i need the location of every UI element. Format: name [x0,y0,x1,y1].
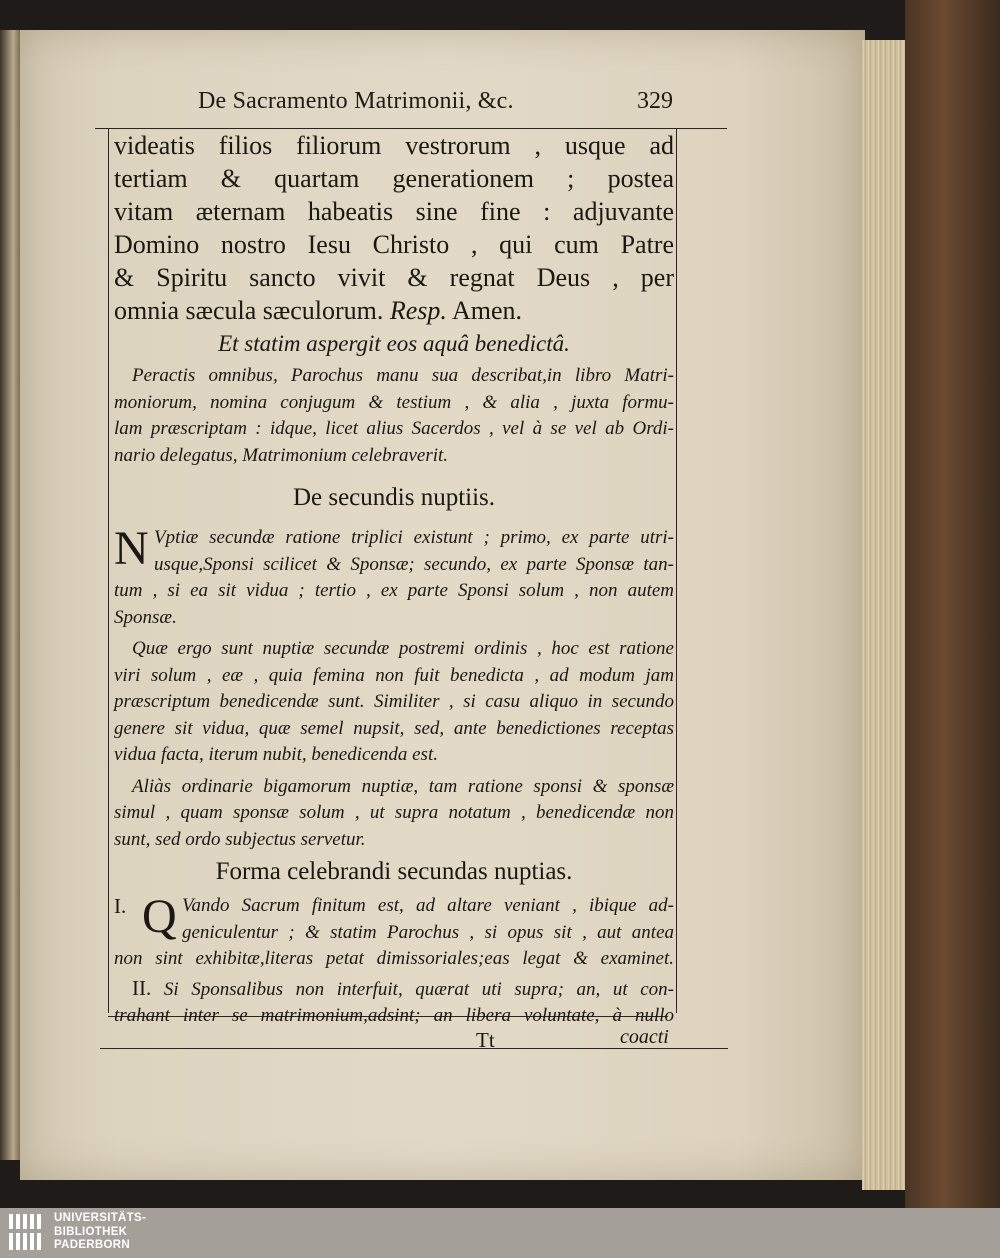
prayer-end: omnia sæcula sæculorum. [114,296,384,325]
numeral-one: I. [114,894,127,918]
rubric-aspergit: Et statim aspergit eos aquâ benedictâ. [218,331,570,356]
prayer-line: Domino nostro Iesu Christo , qui cum Patre [114,230,674,259]
running-title: De Sacramento Matrimonii, &c. [198,88,514,114]
para-one [114,890,674,973]
dropcap-q: Q [142,890,177,943]
para-line: genere sit vidua, quæ semel nupsit, sed, ante benedictiones receptas [114,717,674,739]
catchword: coacti [620,1026,669,1048]
para-quae [114,636,674,769]
numeral-two: II. [132,975,152,1000]
logo-line: BIBLIOTHEK [54,1225,128,1238]
rubric-line: nario delegatus, Matrimonium celebraverit. [114,444,449,466]
para-two-text: Si Sponsalibus non interfuit, quærat uti supra; an, ut con- [163,978,675,1000]
library-logo-text[interactable] [54,1212,146,1253]
para-line: Aliàs ordinarie bigamorum nuptiæ, tam ratione sponsi & sponsæ [132,775,674,797]
rubric-line: moniorum, nomina conjugum & testium , & alia , juxta formu- [114,391,674,413]
rubric-line: Peractis omnibus, Parochus manu sua describat,in libro Matri- [132,365,674,386]
heading-forma: Forma celebrandi secundas nuptias. [215,858,573,885]
dropcap-n: N [114,522,149,575]
facing-page-edge [0,30,22,1160]
para-two [114,975,674,1030]
prayer-line-last [114,294,674,327]
prayer-block [114,129,674,327]
para-line: viri solum , eæ , quia femina non fuit benedicta , ad modum jam [114,664,674,686]
page-text [114,129,674,1030]
page-header [95,88,727,129]
prayer-line: tertiam & quartam generationem ; postea [114,164,674,193]
para-line: tum , si ea sit vidua ; tertio , ex parte Sponsi solum , non autem [114,580,674,601]
prayer-line: & Spiritu sancto vivit & regnat Deus , per [114,263,674,292]
library-footer-bar [0,1208,1000,1258]
prayer-line: vitam æternam habeatis sine fine : adjuvante [114,197,674,226]
para-alias [114,774,674,854]
rubric-peractis [114,363,674,469]
para-line: trahant inter se matrimonium,adsint; an libera voluntate, à nullo [114,1005,674,1026]
para-line: præscriptum benedicendæ sunt. Similiter , si casu aliquo in secundo [114,691,674,712]
para-line-first [114,975,674,1004]
para-line: simul , quam sponsæ solum , ut supra notatum , benedicendæ non [114,802,674,823]
logo-line: UNIVERSITÄTS- [54,1212,147,1224]
page-number: 329 [637,88,673,114]
amen: Amen. [451,296,523,325]
signature-mark: Tt [476,1028,495,1052]
para-line: usque,Sponsi scilicet & Sponsæ; secundo, ex parte Sponsæ tan- [154,553,674,575]
resp-label: Resp. [389,296,447,325]
logo-line: PADERBORN [54,1239,130,1251]
para-nuptiae [114,522,674,631]
para-line: geniculentur ; & statim Parochus , si opus sit , aut antea [182,921,674,943]
heading-secundis: De secundis nuptiis. [292,484,496,511]
para-line: Quæ ergo sunt nuptiæ secundæ postremi ordinis , hoc est ratione [132,638,674,659]
prayer-line: videatis filios filiorum vestrorum , usque ad [114,131,674,160]
para-line: sunt, sed ordo subjectus servetur. [114,828,366,850]
para-line: vidua facta, iterum nubit, benedicenda est. [114,744,438,765]
para-line: Sponsæ. [114,606,177,628]
para-line: Vptiæ secundæ ratione triplici existunt ; primo, ex parte utri- [154,527,674,548]
book-spine [905,0,1000,1208]
rubric-line: lam præscriptam : idque, licet alius Sacerdos , vel à se vel ab Ordi- [114,418,674,439]
library-logo-icon [8,1212,44,1252]
para-line: Vando Sacrum finitum est, ad altare veniant , ibique ad- [182,895,674,916]
para-line: non sint exhibitæ,literas petat dimissoriales;eas legat & examinet. [114,948,674,969]
